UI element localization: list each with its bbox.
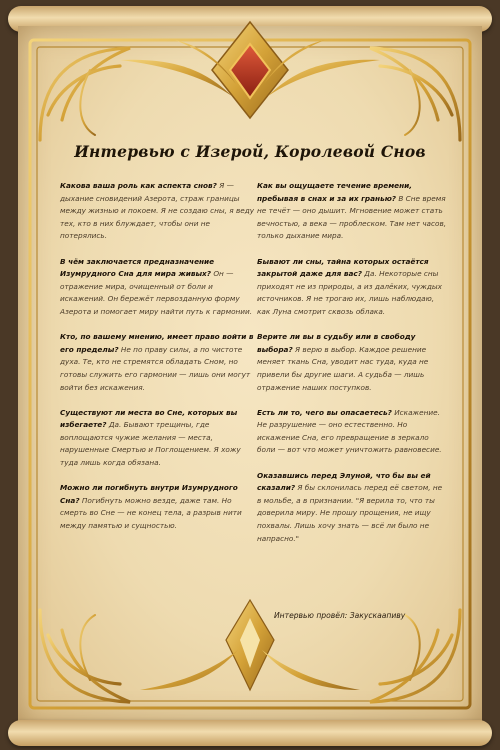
answer-text: В Сне время не течёт — оно дышит. Мгновение может стать вечностью, а века — проблеском. Там нет часов, только дыхание мира. [257, 193, 447, 241]
question-text: Кто, по вашему мнению, имеет право войти в его пределы? [60, 332, 254, 354]
qa-item [60, 256, 258, 319]
qa-item [60, 331, 258, 394]
qa-item [60, 407, 258, 470]
answer-text: Искажение. Не разрушение — оно естественно. Но искажение Сна, его превращение в зеркало боли — вот что может уничтожить равновесие. [257, 407, 442, 455]
qa-item [257, 331, 447, 394]
question-text: Существуют ли места во Сне, которых вы избегаете? [60, 407, 238, 430]
interview-column-right [257, 180, 447, 558]
answer-text: Не по праву силы, а по чистоте духа. Те, кто не стремятся обладать Сном, но готовы служить его гармонии — лишь они могут войти без искажения. [60, 344, 251, 392]
qa-item [257, 470, 447, 546]
question-text: Оказавшись перед Элуной, что бы вы ей сказали? [257, 470, 431, 493]
question-text: Бывают ли сны, тайна которых остаётся закрытой даже для вас? [257, 256, 429, 279]
answer-text: Погибнуть можно везде, даже там. Но смерть во Сне — не конец тела, а разрыв нити между памятью и сущностью. [60, 495, 242, 531]
answer-text: Я верю в выбор. Каждое решение меняет ткань Сна, уводит нас туда, куда не привели бы другие шаги. А судьба — лишь отражение наших поступков. [257, 344, 429, 392]
question-text: Какова ваша роль как аспекта снов? [60, 181, 217, 190]
question-text: Верите ли вы в судьбу или в свободу выбора? [257, 332, 416, 354]
answer-text: Он — отражение мира, очищенный от боли и искажений. Он бережёт первозданную форму Азерота и помогает миру найти путь к гармонии. [60, 269, 253, 316]
answer-text: Я — дыхание сновидений Азерота, страж границы между жизнью и покоем. Я не создаю сны, я веду тех, кто в них блуждает, чтобы они не потерялись. [60, 181, 255, 241]
qa-item [60, 482, 258, 532]
question-text: В чём заключается предназначение Изумрудного Сна для мира живых? [60, 256, 215, 279]
qa-item [257, 180, 447, 243]
qa-item [257, 407, 447, 457]
qa-item [257, 256, 447, 319]
question-text: Можно ли погибнуть внутри Изумрудного Сна? [60, 483, 238, 505]
question-text: Есть ли то, чего вы опасаетесь? [257, 407, 392, 417]
answer-text: Да. Бывают трещины, где воплощаются чужие желания — места, нарушенные Смертью и Поглощением. Я хожу туда лишь когда обязана. [60, 420, 241, 468]
question-text: Как вы ощущаете течение времени, пребывая в снах и за их гранью? [257, 181, 413, 203]
interview-column-left [60, 180, 258, 545]
answer-text: Да. Некоторые сны приходят не из природы, а из далёких, чуждых источников. Я не трогаю их, лишь наблюдаю, как Луна смотрит сквозь облака. [257, 269, 442, 316]
page-title: Интервью с Изерой, Королевой Снов [74, 142, 426, 161]
top-crest [120, 22, 380, 118]
answer-text: Я бы склонилась перед её светом, не в мольбе, а в признании. "Я верила то, что ты доверила миру. Не прошу прощения, не ищу похвалы. Лишь хочу знать — всё ли было не напрасно." [257, 483, 443, 543]
interviewer-credit: Интервью провёл: Закускаапиву [274, 611, 406, 620]
qa-item [60, 180, 258, 243]
